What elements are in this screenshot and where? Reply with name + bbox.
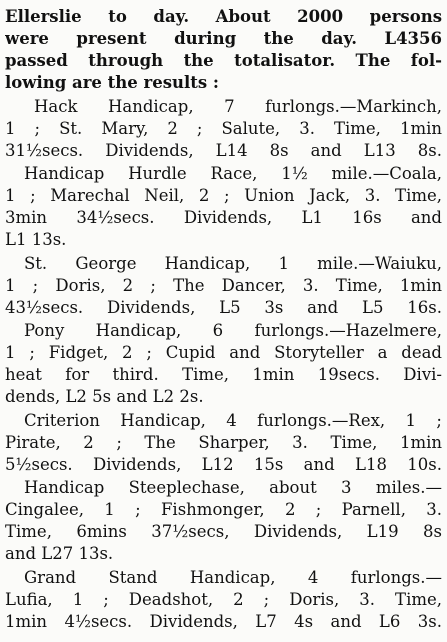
text-line: 1min 4½secs. Dividends, L7 4s and L6 3s. xyxy=(5,612,442,631)
text-line: 1 ; Fidget, 2 ; Cupid and Storyteller a dead xyxy=(5,343,442,362)
text-line: passed through the totalisator. The fol- xyxy=(5,51,442,70)
text-line: Cingalee, 1 ; Fishmonger, 2 ; Parnell, 3. xyxy=(5,500,442,519)
race-heading: Grand Stand Handicap, 4 furlongs.— xyxy=(24,568,442,587)
text-line: Pirate, 2 ; The Sharper, 3. Time, 1min xyxy=(5,433,442,452)
text-line: dends, L2 5s and L2 2s. xyxy=(5,387,204,406)
race-heading: Handicap Hurdle Race, 1½ mile.—Coala, xyxy=(24,164,442,183)
race-heading: Pony Handicap, 6 furlongs.—Hazelmere, xyxy=(24,321,442,340)
text-line: were present during the day. L4356 xyxy=(5,29,442,48)
text-line: 43½secs. Dividends, L5 3s and L5 16s. xyxy=(5,298,442,317)
text-line: heat for third. Time, 1min 19secs. Divi- xyxy=(5,365,442,384)
text-line: 5½secs. Dividends, L12 15s and L18 10s. xyxy=(5,455,442,474)
race-heading: Handicap Steeplechase, about 3 miles.— xyxy=(24,478,442,497)
text-line: 31½secs. Dividends, L14 8s and L13 8s. xyxy=(5,141,442,160)
text-line: 3min 34½secs. Dividends, L1 16s and xyxy=(5,208,442,227)
text-line: Ellerslie to day. About 2000 persons xyxy=(5,7,442,26)
text-line: lowing are the results : xyxy=(5,73,220,92)
race-heading: St. George Handicap, 1 mile.—Waiuku, xyxy=(24,254,442,273)
text-line: 1 ; St. Mary, 2 ; Salute, 3. Time, 1min xyxy=(5,119,442,138)
text-line: Time, 6mins 37½secs, Dividends, L19 8s xyxy=(5,522,442,541)
text-line: Lufia, 1 ; Deadshot, 2 ; Doris, 3. Time, xyxy=(5,590,442,609)
text-line: and L27 13s. xyxy=(5,544,114,563)
race-heading: Criterion Handicap, 4 furlongs.—Rex, 1 ; xyxy=(24,411,442,430)
text-line: 1 ; Doris, 2 ; The Dancer, 3. Time, 1min xyxy=(5,276,442,295)
text-line: L1 13s. xyxy=(5,230,67,249)
text-line: 1 ; Marechal Neil, 2 ; Union Jack, 3. Time, xyxy=(5,186,442,205)
race-heading: Hack Handicap, 7 furlongs.—Markinch, xyxy=(34,97,442,116)
